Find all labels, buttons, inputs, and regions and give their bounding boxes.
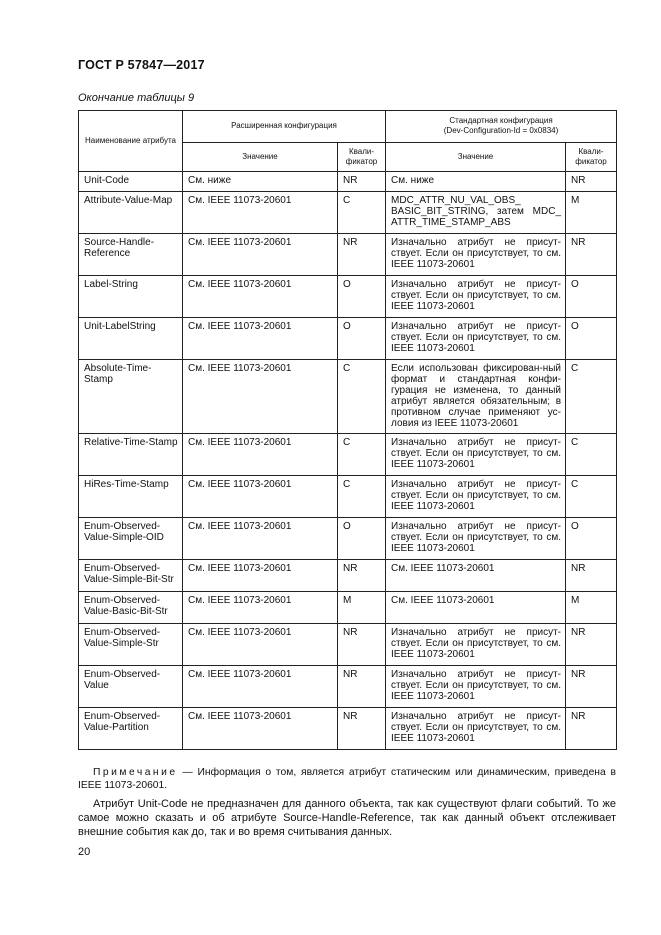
ext-value-cell: См. IEEE 11073-20601 (183, 518, 338, 560)
attr-name-cell: Enum-Observed-Value-Simple-Bit-Str (79, 560, 183, 592)
std-value-cell: Изначально атрибут не присут-ствует. Если он присутствует, то см. IEEE 11073-20601 (386, 476, 566, 518)
table-body (79, 172, 617, 750)
std-qualifier-cell: NR (566, 172, 617, 192)
ext-value-cell: См. IEEE 11073-20601 (183, 624, 338, 666)
std-qualifier-cell: C (566, 360, 617, 434)
table-row (79, 708, 617, 750)
header-ext-value: Значение (183, 142, 338, 171)
header-attr-name: Наименование атрибута (79, 111, 183, 172)
ext-qualifier-cell: C (338, 192, 386, 234)
attr-name-cell: Source-Handle-Reference (79, 234, 183, 276)
body-paragraph-text: Атрибут Unit-Code не предназначен для данного объекта, так как существуют флаги событий. То же самое можно сказать и об атрибуте Source-Handle-Reference, так как данный объект отслеживает внешние события как до, так и во время считывания данных. (78, 798, 616, 838)
ext-qualifier-cell: NR (338, 172, 386, 192)
table-caption: Окончание таблицы 9 (78, 92, 195, 104)
note-text: — Информация о том, является атрибут статическим или динамическим, приведена в IEEE 11073-20601. (78, 767, 616, 791)
header-standard-line2: (Dev-Configuration-Id = 0x0834) (443, 126, 559, 136)
ext-value-cell: См. IEEE 11073-20601 (183, 234, 338, 276)
header-standard-line1: Стандартная конфигурация (449, 116, 553, 126)
ext-value-cell: См. IEEE 11073-20601 (183, 666, 338, 708)
header-std-qualifier: Квали-фикатор (566, 142, 617, 171)
ext-value-cell: См. IEEE 11073-20601 (183, 476, 338, 518)
body-paragraph (78, 797, 616, 839)
table-row (79, 560, 617, 592)
note-label: Примечание (93, 767, 178, 778)
table-row (79, 434, 617, 476)
std-value-cell: MDC_ATTR_NU_VAL_OBS_ BASIC_BIT_STRING, затем MDC_ ATTR_TIME_STAMP_ABS (386, 192, 566, 234)
ext-value-cell: См. IEEE 11073-20601 (183, 708, 338, 750)
table-note (78, 766, 616, 792)
ext-qualifier-cell: NR (338, 666, 386, 708)
attr-name-cell: Enum-Observed-Value-Basic-Bit-Str (79, 592, 183, 624)
table-row (79, 234, 617, 276)
ext-qualifier-cell: C (338, 360, 386, 434)
ext-qualifier-cell: NR (338, 708, 386, 750)
page-number: 20 (78, 846, 91, 858)
ext-qualifier-cell: O (338, 276, 386, 318)
header-standard-config (386, 111, 617, 143)
attr-name-cell: Enum-Observed-Value (79, 666, 183, 708)
ext-qualifier-cell: NR (338, 560, 386, 592)
ext-value-cell: См. IEEE 11073-20601 (183, 360, 338, 434)
table-row (79, 172, 617, 192)
std-qualifier-cell: C (566, 434, 617, 476)
ext-value-cell: См. IEEE 11073-20601 (183, 434, 338, 476)
std-value-cell: Изначально атрибут не присут-ствует. Если он присутствует, то см. IEEE 11073-20601 (386, 518, 566, 560)
attr-name-cell: Enum-Observed-Value-Partition (79, 708, 183, 750)
std-value-cell: Изначально атрибут не присут-ствует. Если он присутствует, то см. IEEE 11073-20601 (386, 234, 566, 276)
header-ext-qualifier: Квали-фикатор (338, 142, 386, 171)
table-row (79, 318, 617, 360)
table-row (79, 192, 617, 234)
attr-name-cell: Enum-Observed-Value-Simple-Str (79, 624, 183, 666)
table-row (79, 624, 617, 666)
std-qualifier-cell: NR (566, 234, 617, 276)
ext-qualifier-cell: NR (338, 234, 386, 276)
table-row (79, 518, 617, 560)
attr-name-cell: Relative-Time-Stamp (79, 434, 183, 476)
std-qualifier-cell: O (566, 318, 617, 360)
ext-qualifier-cell: NR (338, 624, 386, 666)
attr-name-cell: Attribute-Value-Map (79, 192, 183, 234)
std-qualifier-cell: M (566, 192, 617, 234)
std-qualifier-cell: NR (566, 666, 617, 708)
std-qualifier-cell: NR (566, 624, 617, 666)
std-qualifier-cell: M (566, 592, 617, 624)
ext-value-cell: См. IEEE 11073-20601 (183, 276, 338, 318)
table-row (79, 360, 617, 434)
attr-name-cell: HiRes-Time-Stamp (79, 476, 183, 518)
std-qualifier-cell: O (566, 276, 617, 318)
attr-name-cell: Absolute-Time-Stamp (79, 360, 183, 434)
ext-qualifier-cell: C (338, 434, 386, 476)
table-row (79, 666, 617, 708)
attribute-table (78, 110, 617, 750)
attr-name-cell: Label-String (79, 276, 183, 318)
std-value-cell: См. IEEE 11073-20601 (386, 560, 566, 592)
ext-value-cell: См. IEEE 11073-20601 (183, 318, 338, 360)
std-qualifier-cell: NR (566, 560, 617, 592)
std-qualifier-cell: O (566, 518, 617, 560)
attr-name-cell: Unit-LabelString (79, 318, 183, 360)
attr-name-cell: Unit-Code (79, 172, 183, 192)
std-qualifier-cell: NR (566, 708, 617, 750)
std-value-cell: Изначально атрибут не присут-ствует. Если он присутствует, то см. IEEE 11073-20601 (386, 318, 566, 360)
std-value-cell: Изначально атрибут не присут-ствует. Если он присутствует, то см. IEEE 11073-20601 (386, 276, 566, 318)
std-value-cell: Изначально атрибут не присут-ствует. Если он присутствует, то см. IEEE 11073-20601 (386, 434, 566, 476)
ext-qualifier-cell: O (338, 518, 386, 560)
ext-value-cell: См. IEEE 11073-20601 (183, 192, 338, 234)
std-value-cell: См. IEEE 11073-20601 (386, 592, 566, 624)
table-row (79, 476, 617, 518)
ext-qualifier-cell: C (338, 476, 386, 518)
ext-value-cell: См. IEEE 11073-20601 (183, 560, 338, 592)
ext-qualifier-cell: O (338, 318, 386, 360)
table-header (79, 111, 617, 172)
header-extended-config: Расширенная конфигурация (183, 111, 386, 143)
table-row (79, 276, 617, 318)
ext-value-cell: См. ниже (183, 172, 338, 192)
std-value-cell: См. ниже (386, 172, 566, 192)
header-std-value: Значение (386, 142, 566, 171)
std-qualifier-cell: C (566, 476, 617, 518)
ext-qualifier-cell: M (338, 592, 386, 624)
table-row (79, 592, 617, 624)
std-value-cell: Если использован фиксирован-ный формат и стандартная конфи-гурация не изменена, то данный атрибут является обязательным; в противном случае применяют ус-ловия из IEEE 11073-20601 (386, 360, 566, 434)
document-code: ГОСТ Р 57847—2017 (78, 58, 205, 72)
std-value-cell: Изначально атрибут не присут-ствует. Если он присутствует, то см. IEEE 11073-20601 (386, 666, 566, 708)
std-value-cell: Изначально атрибут не присут-ствует. Если он присутствует, то см. IEEE 11073-20601 (386, 708, 566, 750)
ext-value-cell: См. IEEE 11073-20601 (183, 592, 338, 624)
attr-name-cell: Enum-Observed-Value-Simple-OID (79, 518, 183, 560)
std-value-cell: Изначально атрибут не присут-ствует. Если он присутствует, то см. IEEE 11073-20601 (386, 624, 566, 666)
